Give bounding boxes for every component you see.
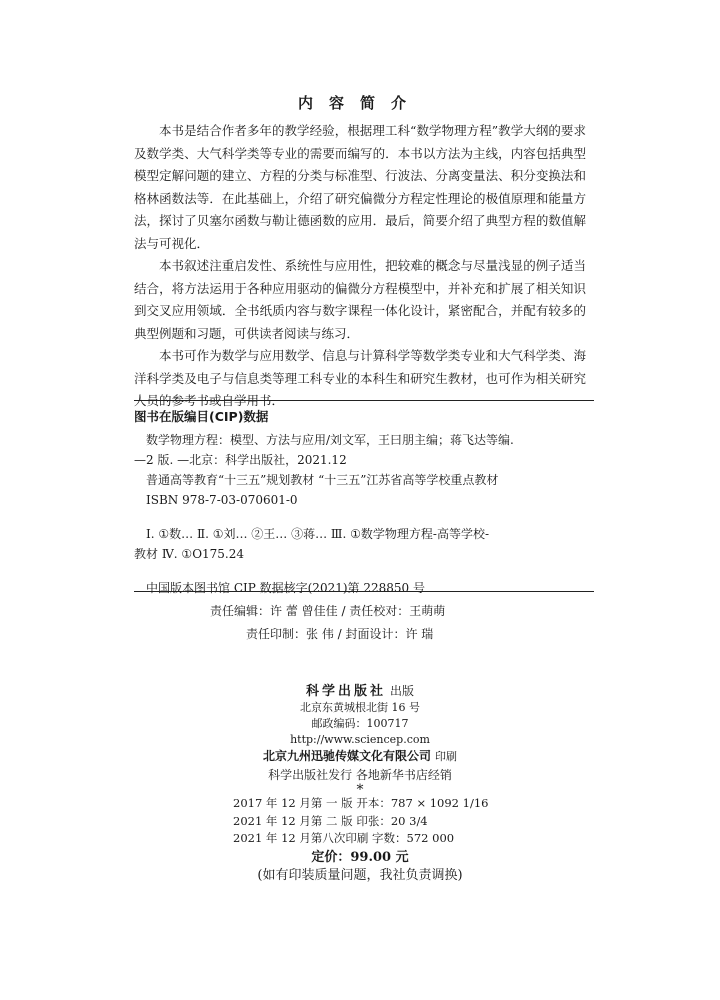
edition-line: 2021 年 12 月第八次印刷 字数：572 000 — [233, 831, 455, 845]
publisher-postcode: 邮政编码：100717 — [311, 717, 409, 730]
intro-paragraph: 本书是结合作者多年的教学经验，根据理工科“数学物理方程”教学大纲的要求及数学类、大气科学类等专业的需要而编写的．本书以方法为主线，内容包括典型模型定解问题的建立、方程的分类与标准型、行波法、分离变量法、积分变换法和格林函数法等．在此基础上，介绍了研究偏微分方程定性理论的极值原理和能量方法，探讨了贝塞尔函数与勒让德函数的应用．最后，简要介绍了典型方程的数值解法与可视化． — [134, 123, 586, 251]
price: 定价：99.00 元 — [311, 850, 409, 865]
cip-classification-cont: 教材 Ⅳ. ①O175.24 — [134, 547, 245, 561]
intro-title: 内容简介 — [297, 94, 422, 112]
edition-line: 2017 年 12 月第 一 版 开本：787 × 1092 1/16 — [233, 796, 489, 810]
edition-info — [233, 795, 613, 848]
printer-suffix: 印刷 — [435, 750, 457, 763]
publisher-address: 北京东黄城根北街 16 号 — [300, 701, 420, 714]
publisher-suffix: 出版 — [390, 684, 415, 698]
edition-line: 2021 年 12 月第 二 版 印张：20 3/4 — [233, 813, 428, 828]
divider — [134, 400, 594, 401]
intro-paragraph: 本书可作为数学与应用数学、信息与计算科学等数学类专业和大气科学类、海洋科学类及电子与信息类等理工科专业的本科生和研究生教材，也可作为相关研究人员的参考书或自学用书． — [134, 348, 586, 408]
cip-title-line: 数学物理方程：模型、方法与应用/刘文军，王曰朋主编；蒋飞达等编. — [146, 433, 514, 447]
distribution-line: 科学出版社发行 各地新华书店经销 — [268, 768, 452, 782]
publisher-block — [0, 683, 720, 797]
staff-credits — [210, 600, 630, 646]
replacement-notice: (如有印装质量问题，我社负责调换) — [257, 868, 463, 883]
divider — [134, 591, 594, 592]
publisher-url: http://www.sciencep.com — [290, 733, 430, 746]
spacer — [134, 564, 594, 578]
cip-title: 图书在版编目(CIP)数据 — [134, 409, 269, 424]
staff-line-editors: 责任编辑：许 蕾 曾佳佳 / 责任校对：王萌萌 — [210, 604, 446, 618]
staff-line-print: 责任印制：张 伟 / 封面设计：许 瑞 — [246, 627, 434, 641]
cip-edition-line: —2 版. —北京：科学出版社，2021.12 — [134, 453, 347, 467]
cip-verify-number: 中国版本图书馆 CIP 数据核字(2021)第 228850 号 — [146, 581, 425, 595]
cip-classification: Ⅰ. ①数… Ⅱ. ①刘… ②王… ③蒋… Ⅲ. ①数学物理方程-高等学校- — [146, 527, 489, 541]
cip-block — [134, 407, 594, 598]
cip-series-line: 普通高等教育“十三五”规划教材 “十三五”江苏省高等学校重点教材 — [146, 473, 499, 487]
spacer — [134, 510, 594, 524]
publisher-name: 科学出版社 — [305, 684, 386, 699]
separator-star: * — [356, 782, 364, 798]
cip-isbn: ISBN 978-7-03-070601-0 — [146, 493, 298, 507]
intro-body — [134, 120, 586, 413]
intro-paragraph: 本书叙述注重启发性、系统性与应用性，把较难的概念与尽量浅显的例子适当结合，将方法运用于各种应用驱动的偏微分方程模型中，并补充和扩展了相关知识到交叉应用领域．全书纸质内容与数字课程一体化设计，紧密配合，并配有较多的典型例题和习题，可供读者阅读与练习． — [134, 258, 586, 341]
printer-name: 北京九州迅驰传媒文化有限公司 — [262, 749, 431, 763]
